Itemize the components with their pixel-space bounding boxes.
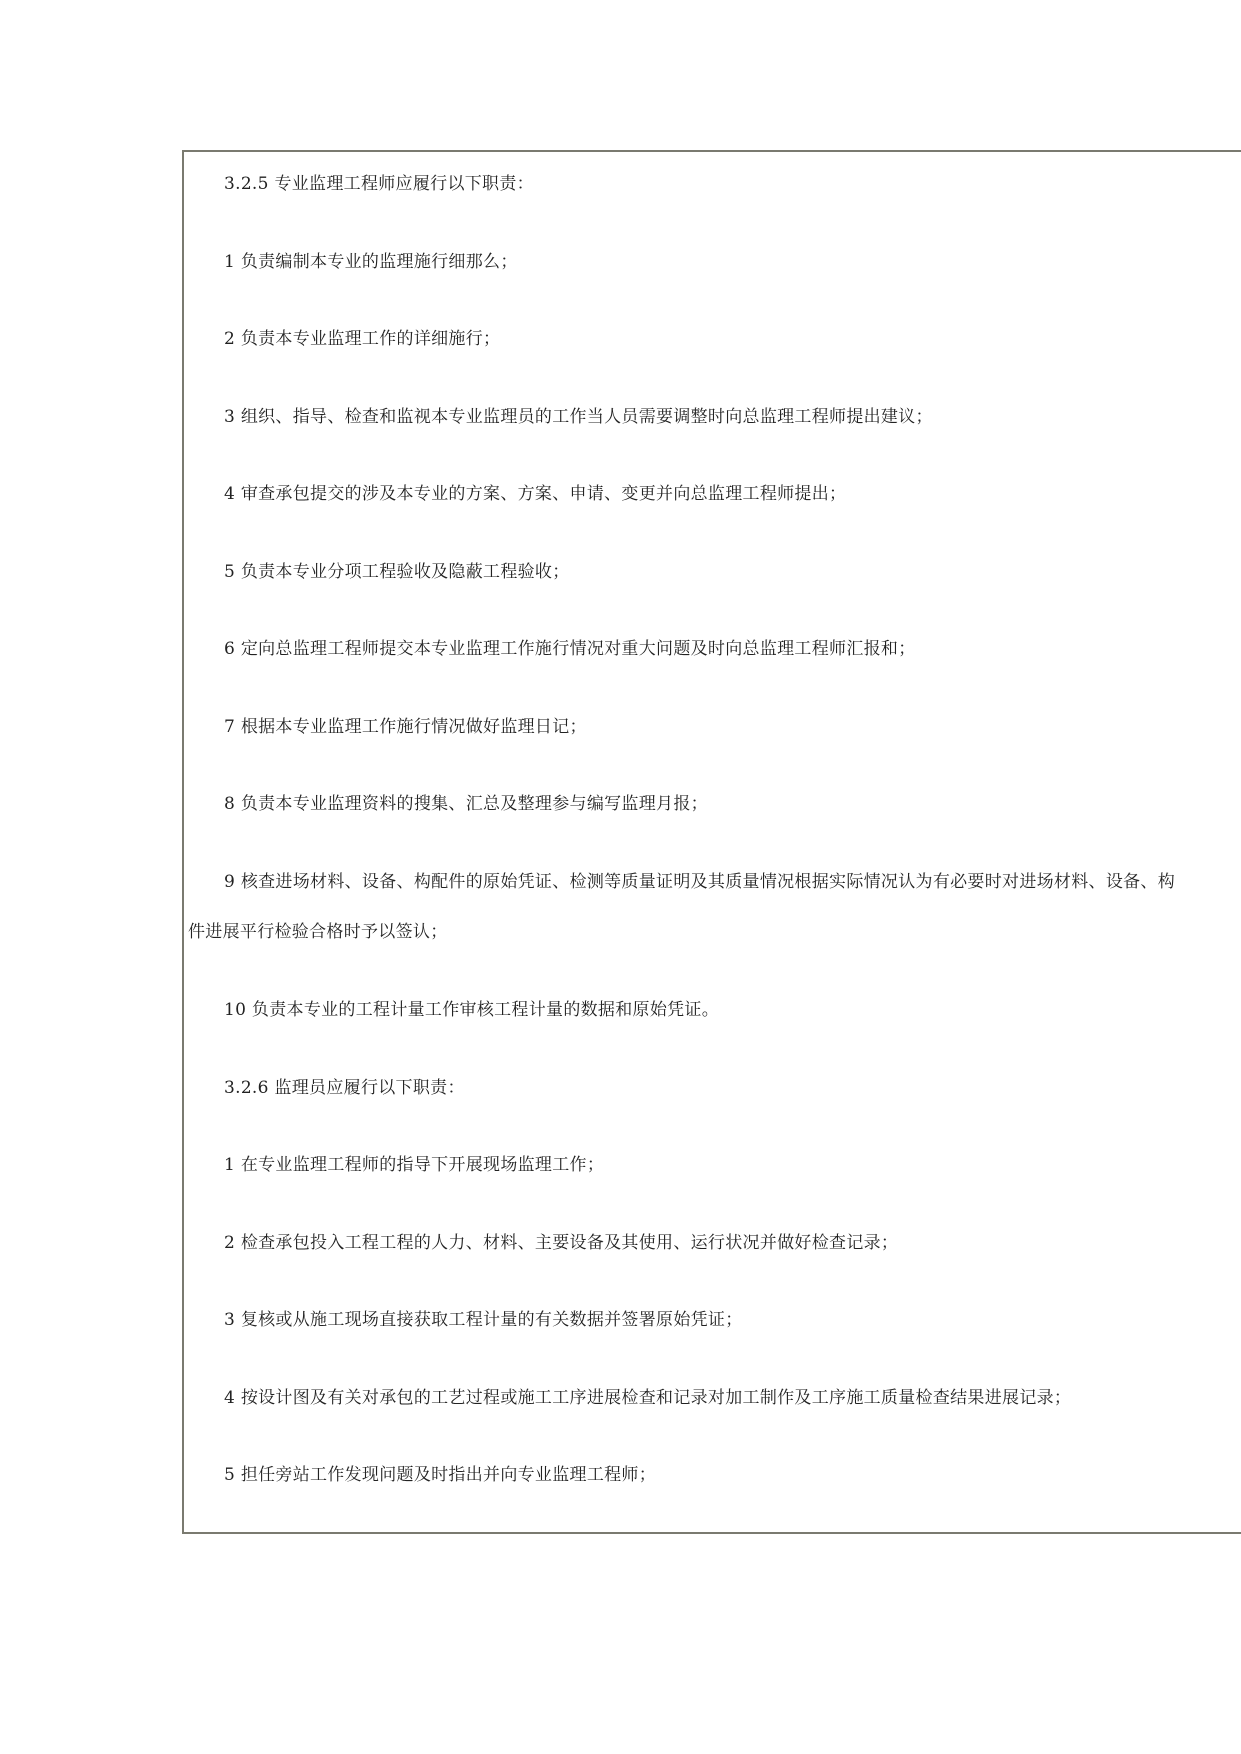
list-item: 5 担任旁站工作发现问题及时指出并向专业监理工程师； [224, 1465, 657, 1485]
document-frame [182, 150, 1241, 1534]
list-item: 8 负责本专业监理资料的搜集、汇总及整理参与编写监理月报； [224, 794, 708, 814]
list-item: 1 在专业监理工程师的指导下开展现场监理工作； [224, 1155, 605, 1175]
list-item: 3 复核或从施工现场直接获取工程计量的有关数据并签署原始凭证； [224, 1310, 743, 1330]
list-item: 4 审查承包提交的涉及本专业的方案、方案、申请、变更并向总监理工程师提出； [224, 484, 847, 504]
list-item: 4 按设计图及有关对承包的工艺过程或施工工序进展检查和记录对加工制作及工序施工质量检查结果进展记录； [224, 1388, 1072, 1408]
list-item: 2 负责本专业监理工作的详细施行； [224, 329, 501, 349]
list-item: 3 组织、指导、检查和监视本专业监理员的工作当人员需要调整时向总监理工程师提出建议； [224, 407, 933, 427]
list-item: 9 核查进场材料、设备、构配件的原始凭证、检测等质量证明及其质量情况根据实际情况认为有必要时对进场材料、设备、构 [224, 872, 1176, 892]
list-item: 5 负责本专业分项工程验收及隐蔽工程验收； [224, 562, 570, 582]
list-item: 7 根据本专业监理工作施行情况做好监理日记； [224, 717, 587, 737]
list-item: 10 负责本专业的工程计量工作审核工程计量的数据和原始凭证。 [224, 1000, 720, 1020]
list-item-continuation: 件进展平行检验合格时予以签认； [188, 922, 448, 942]
section-heading-3-2-5: 3.2.5 专业监理工程师应履行以下职责： [224, 174, 534, 194]
list-item: 1 负责编制本专业的监理施行细那么； [224, 252, 518, 272]
section-heading-3-2-6: 3.2.6 监理员应履行以下职责： [224, 1078, 465, 1098]
list-item: 6 定向总监理工程师提交本专业监理工作施行情况对重大问题及时向总监理工程师汇报和； [224, 639, 916, 659]
list-item: 2 检查承包投入工程工程的人力、材料、主要设备及其使用、运行状况并做好检查记录； [224, 1233, 899, 1253]
